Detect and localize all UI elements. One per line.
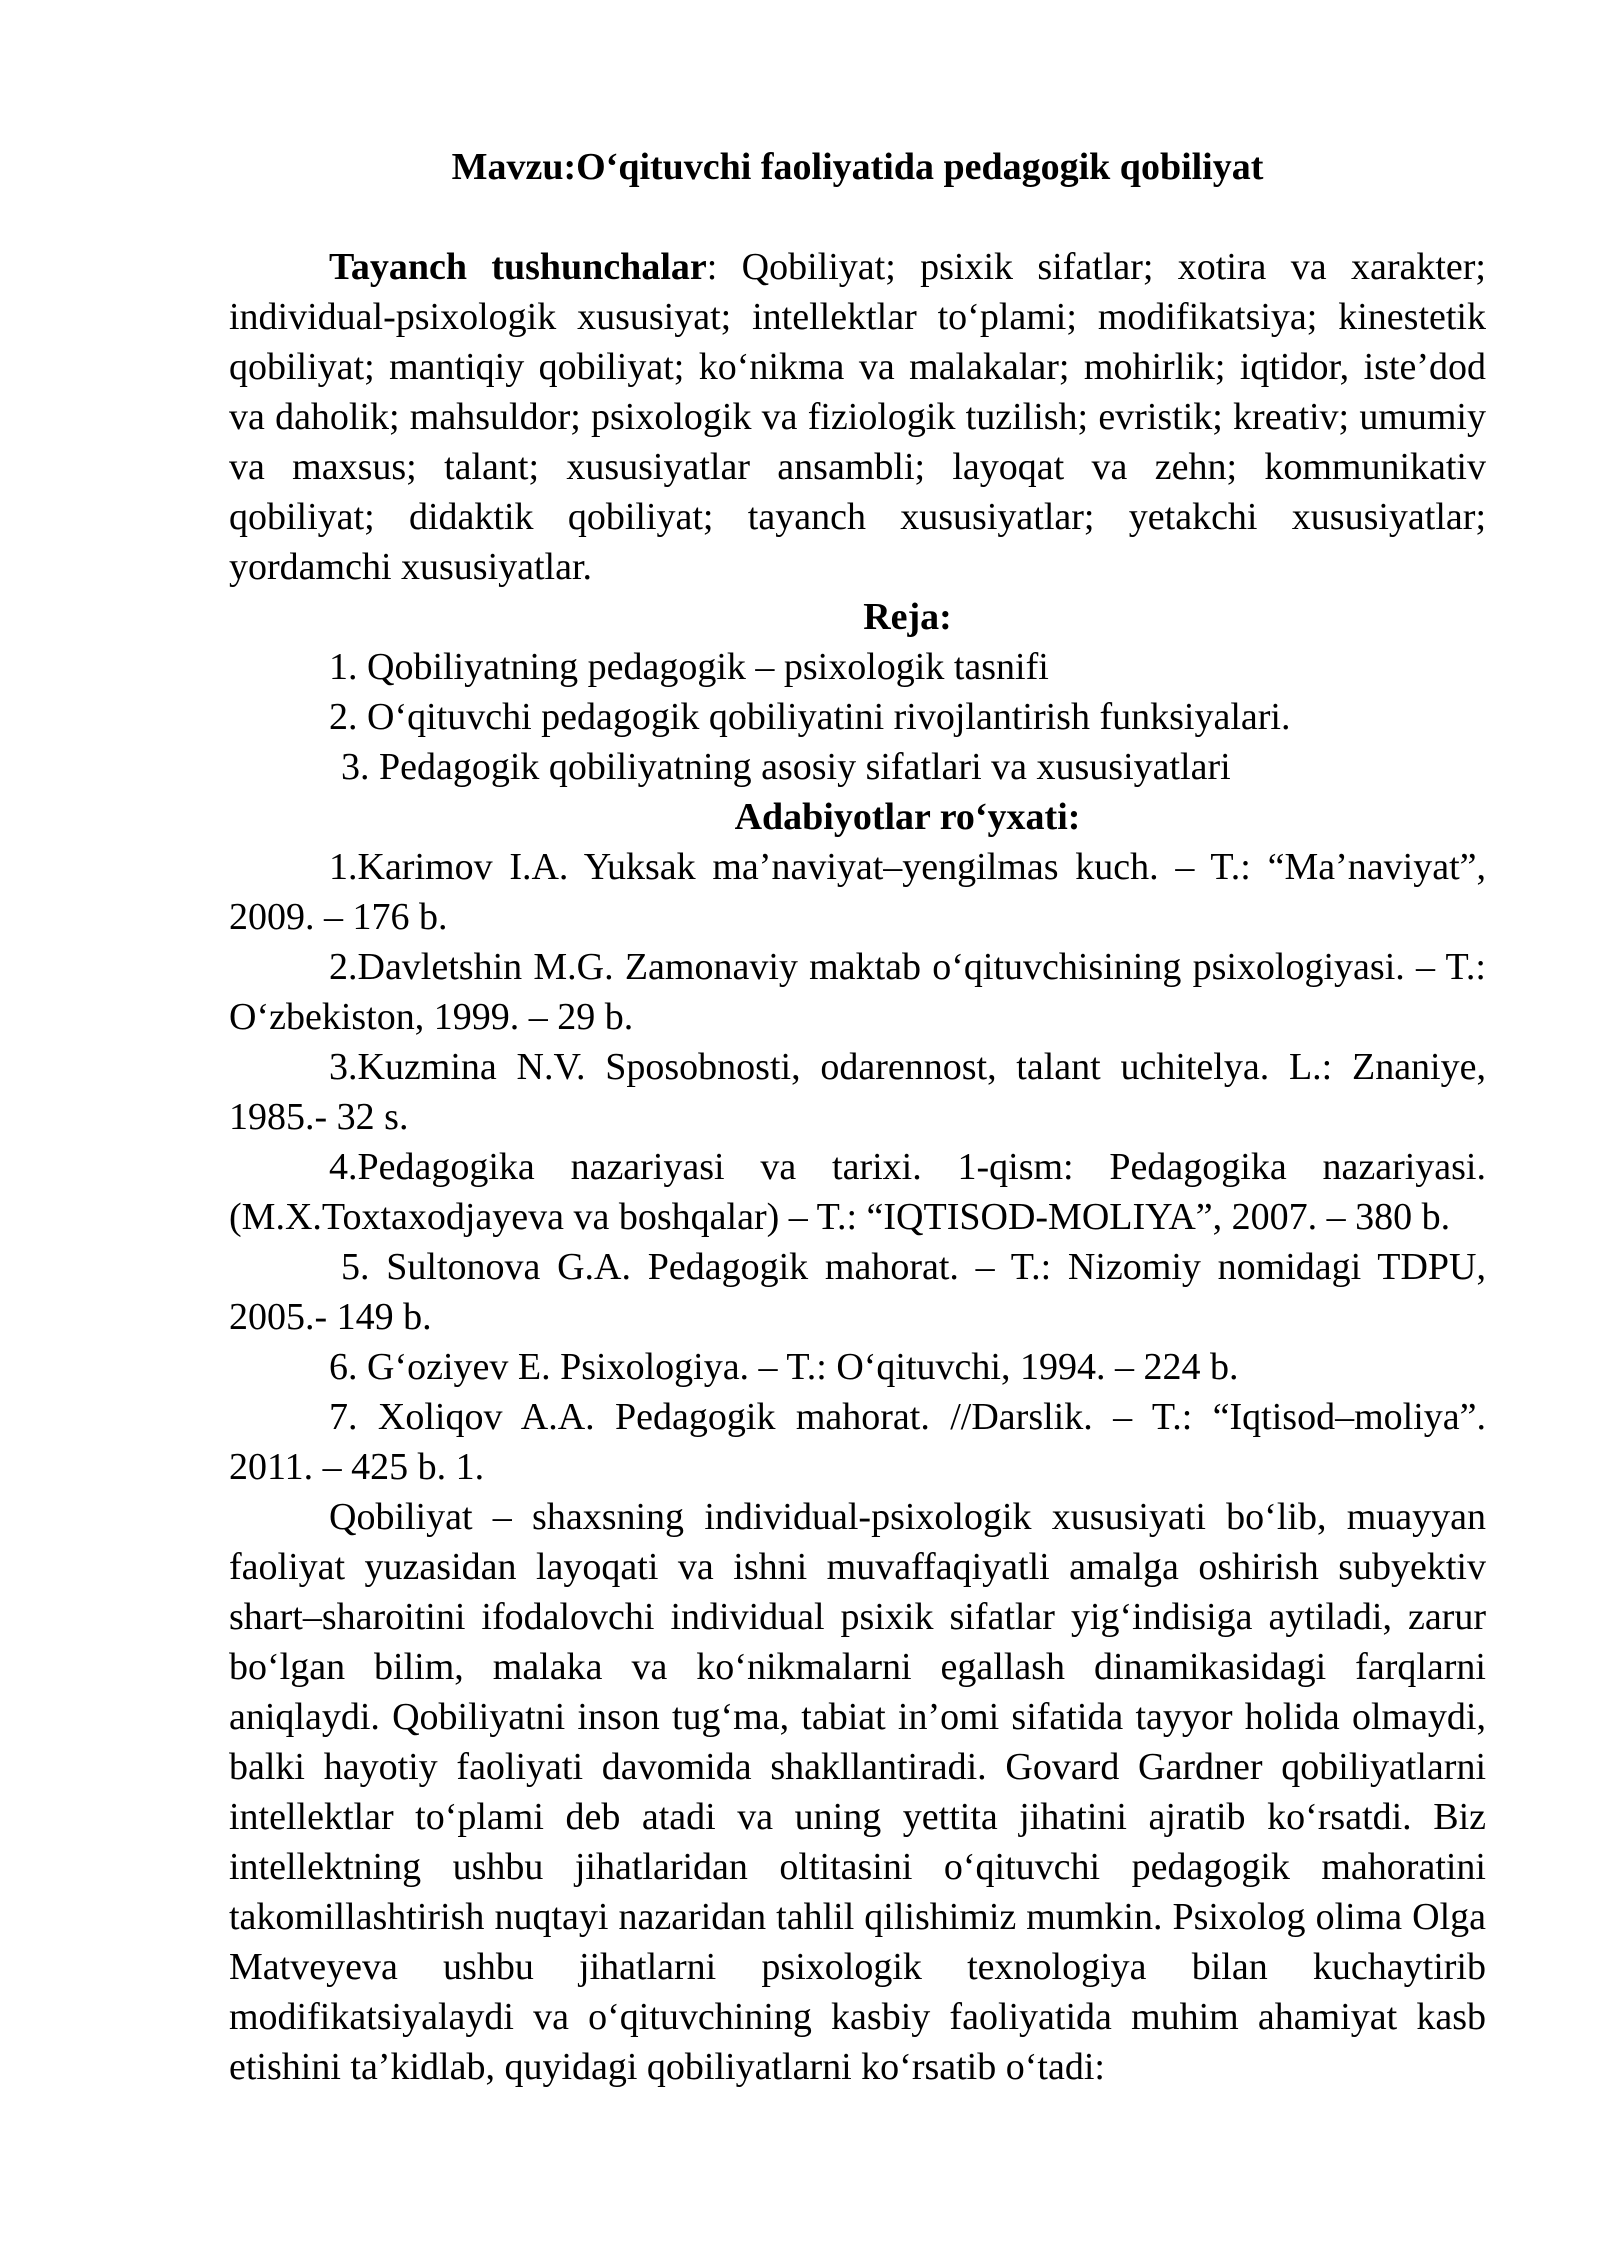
bibliography-entry-3: 3.Kuzmina N.V. Sposobnosti, odarennost, talant uchitelya. L.: Znaniye, 1985.- 32 s.	[229, 1046, 1486, 1138]
plan-item-2: 2. O‘qituvchi pedagogik qobiliyatini rivojlantirish funksiyalari.	[329, 696, 1291, 738]
bibliography-entry-5: 5. Sultonova G.A. Pedagogik mahorat. – T.: Nizomiy nomidagi TDPU, 2005.- 149 b.	[229, 1246, 1486, 1338]
bibliography-list	[229, 842, 1486, 1492]
plan-item-3: 3. Pedagogik qobiliyatning asosiy sifatlari va xususiyatlari	[341, 746, 1231, 788]
bibliography-entry-1: 1.Karimov I.A. Yuksak ma’naviyat–yengilmas kuch. – T.: “Ma’naviyat”, 2009. – 176 b.	[229, 846, 1486, 938]
bibliography-entry-4: 4.Pedagogika nazariyasi va tarixi. 1-qism: Pedagogika nazariyasi. (M.X.Toxtaxodjayeva va boshqalar) – T.: “IQTISOD-MOLIYA”, 2007. – 380 b.	[229, 1146, 1486, 1238]
bibliography-entry-6: 6. G‘oziyev E. Psixologiya. – T.: O‘qituvchi, 1994. – 224 b.	[329, 1346, 1239, 1388]
plan-item-1: 1. Qobiliyatning pedagogik – psixologik tasnifi	[329, 646, 1049, 688]
bibliography-heading: Adabiyotlar ro‘yxati:	[734, 796, 1081, 838]
page-title: Mavzu:O‘qituvchi faoliyatida pedagogik qobiliyat	[451, 146, 1264, 188]
plan-list	[229, 642, 1486, 792]
bibliography-entry-7: 7. Xoliqov A.A. Pedagogik mahorat. //Darslik. – T.: “Iqtisod–moliya”. 2011. – 425 b. 1.	[229, 1396, 1486, 1488]
plan-heading: Reja:	[863, 596, 952, 638]
bibliography-entry-2: 2.Davletshin M.G. Zamonaviy maktab o‘qituvchisining psixologiyasi. – T.: O‘zbekiston, 1999. – 29 b.	[229, 946, 1486, 1038]
intro-paragraph	[229, 242, 1486, 592]
intro-text: : Qobiliyat; psixik sifatlar; xotira va xarakter; individual-psixologik xususiyat; intellektlar to‘plami; modifikatsiya; kinestetik qobiliyat; mantiqiy qobiliyat; ko‘nikma va malakalar; mohirlik; iqtidor, iste’dod va daholik; mahsuldor; psixologik va fiziologik tuzilish; evristik; kreativ; umumiy va maxsus; talant; xususiyatlar ansambli; layoqat va zehn; kommunikativ qobiliyat; didaktik qobiliyat; tayanch xususiyatlar; yetakchi xususiyatlar; yordamchi xususiyatlar.	[229, 246, 1486, 588]
body-paragraph: Qobiliyat – shaxsning individual-psixologik xususiyati bo‘lib, muayyan faoliyat yuzasidan layoqati va ishni muvaffaqiyatli amalga oshirish subyektiv shart–sharoitini ifodalovchi individual psixik sifatlar yig‘indisiga aytiladi, zarur bo‘lgan bilim, malaka va ko‘nikmalarni egallash dinamikasidagi farqlarni aniqlaydi. Qobiliyatni inson tug‘ma, tabiat in’omi sifatida tayyor holida olmaydi, balki hayotiy faoliyati davomida shakllantiradi. Govard Gardner qobiliyatlarni intellektlar to‘plami deb atadi va uning yettita jihatini ajratib ko‘rsatdi. Biz intellektning ushbu jihatlaridan oltitasini o‘qituvchi pedagogik mahoratini takomillashtirish nuqtayi nazaridan tahlil qilishimiz mumkin. Psixolog olima Olga Matveyeva ushbu jihatlarni psixologik texnologiya bilan kuchaytirib modifikatsiyalaydi va o‘qituvchining kasbiy faoliyatida muhim ahamiyat kasb etishini ta’kidlab, quyidagi qobiliyatlarni ko‘rsatib o‘tadi:	[229, 1496, 1486, 2088]
intro-lead-label: Tayanch tushunchalar	[329, 246, 707, 288]
